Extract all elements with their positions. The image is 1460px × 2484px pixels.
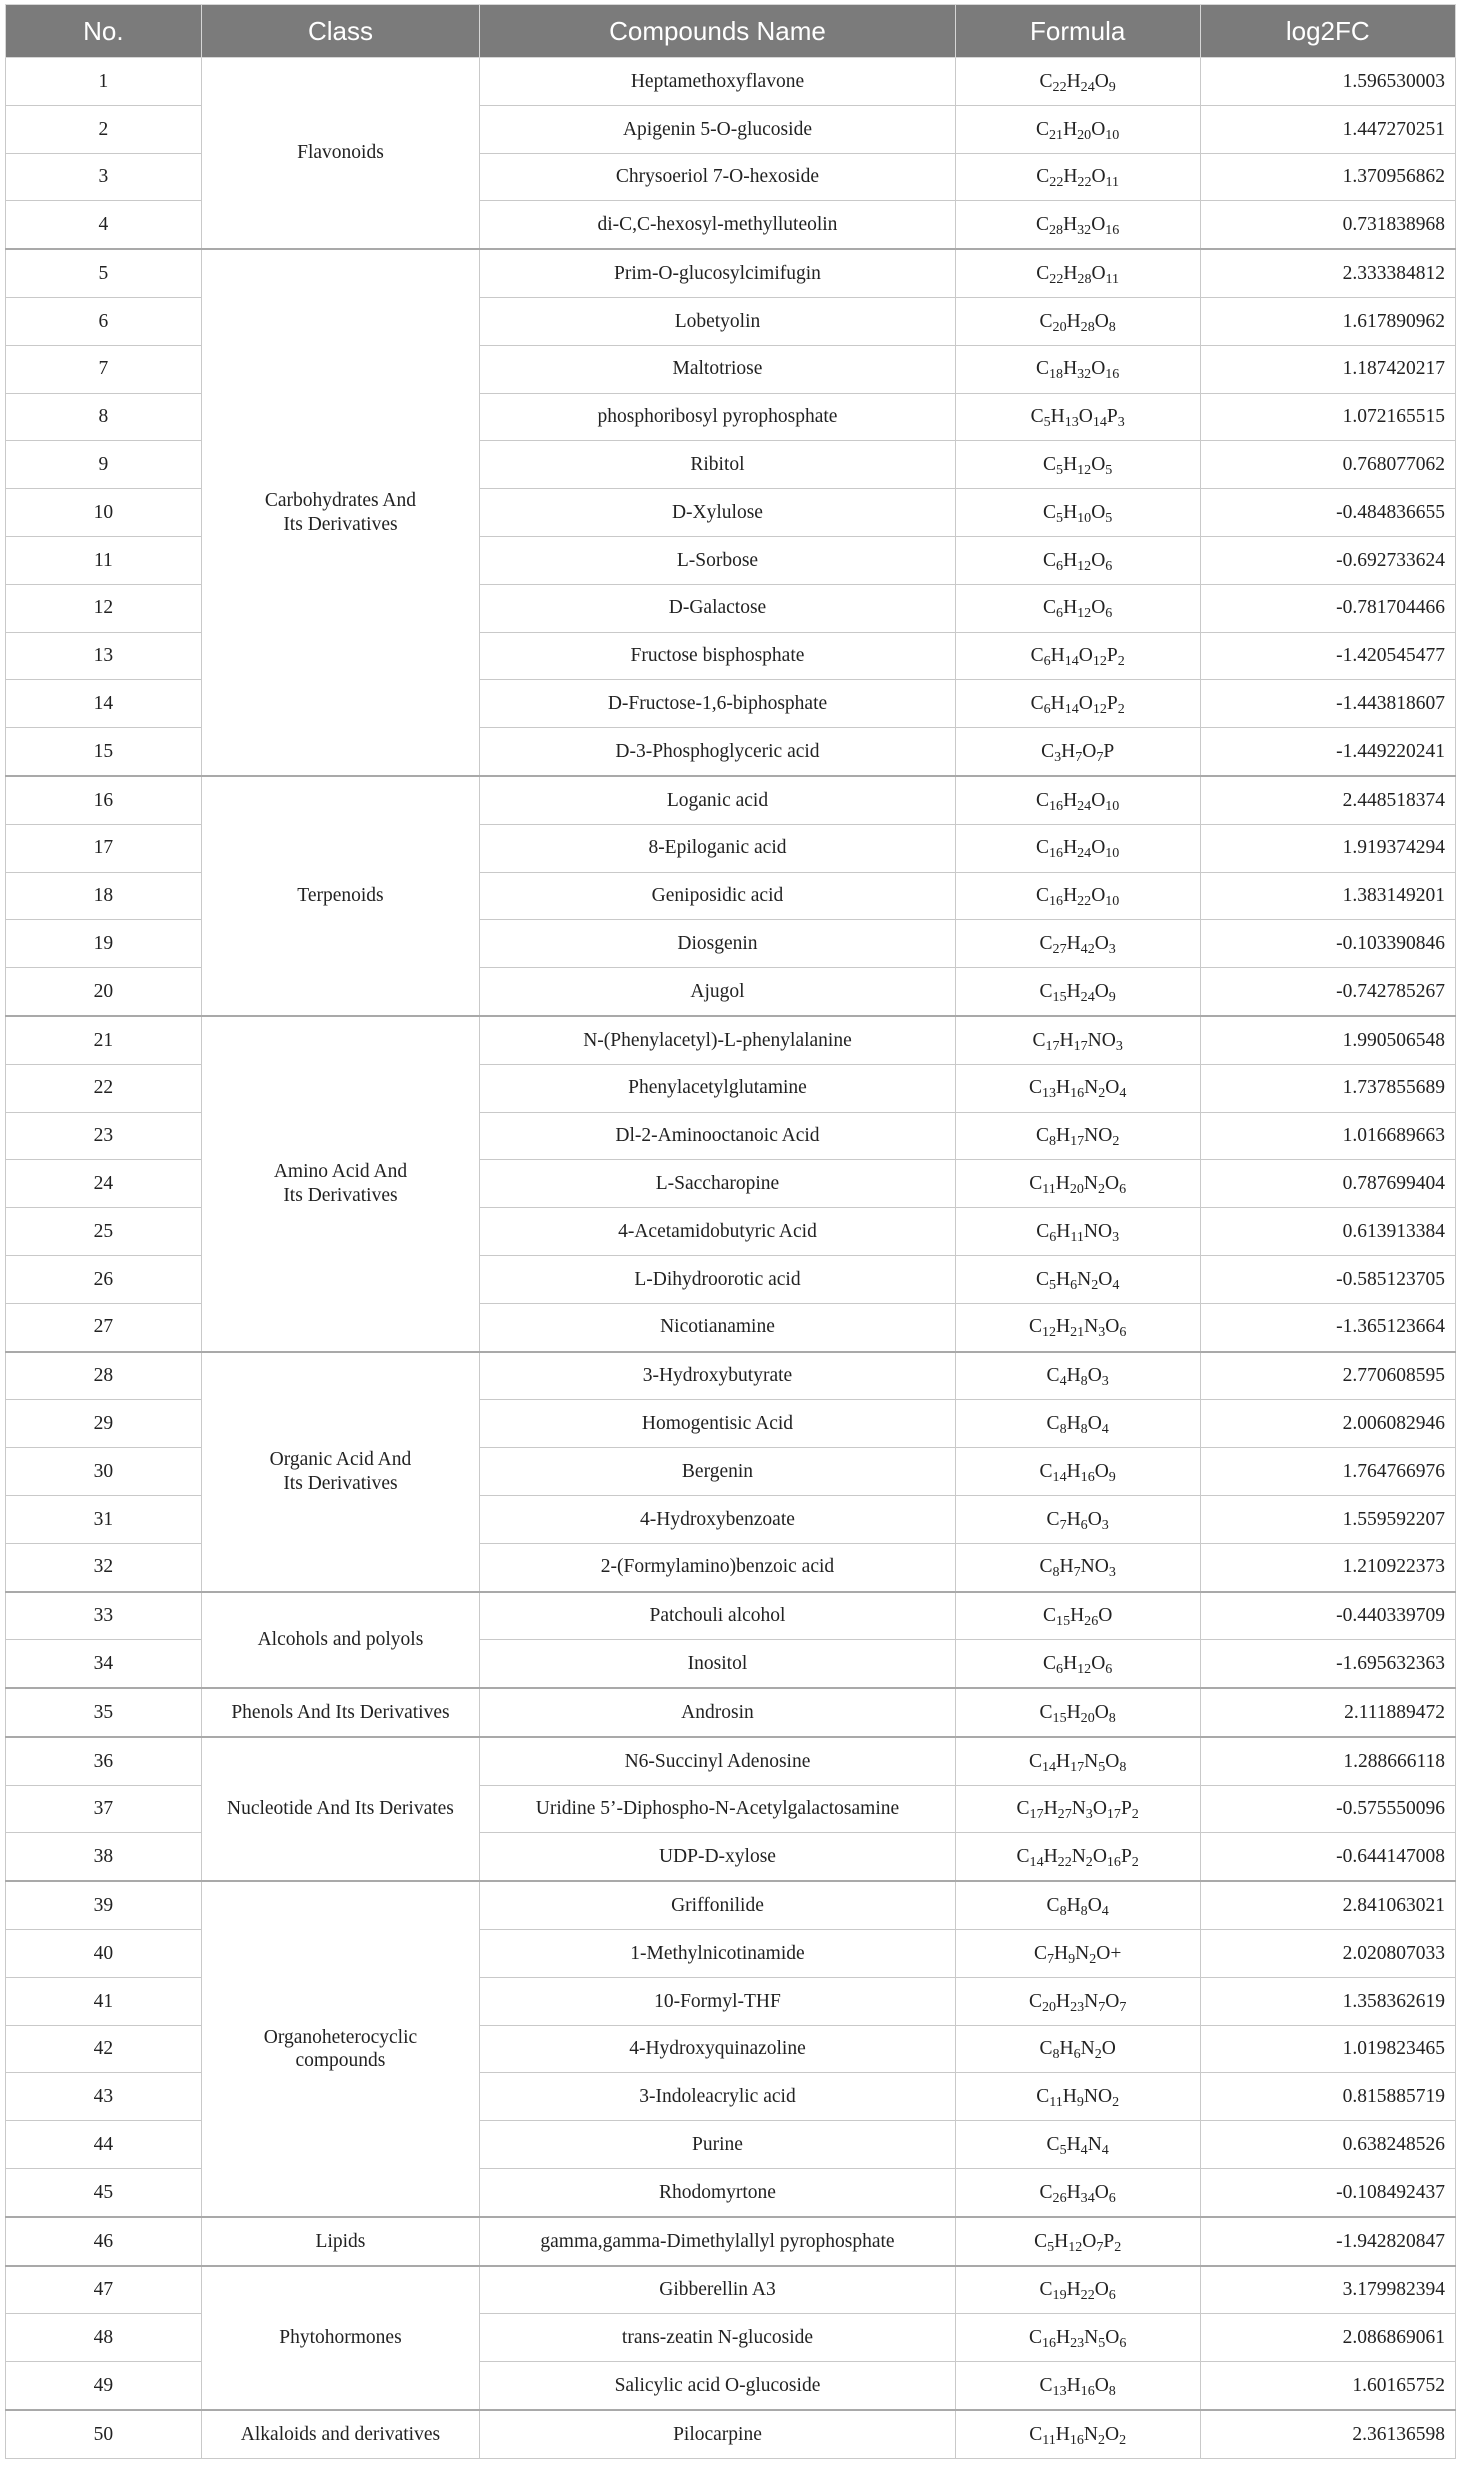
compounds-table (5, 4, 1456, 2459)
cell-no: 49 (6, 2362, 202, 2410)
cell-class: Organoheterocyclic compounds (201, 1881, 479, 2217)
cell-compound-name: 10-Formyl-THF (480, 1977, 956, 2025)
cell-no: 37 (6, 1785, 202, 1833)
cell-no: 39 (6, 1881, 202, 1929)
cell-log2fc: 1.019823465 (1200, 2025, 1455, 2073)
cell-log2fc: 0.768077062 (1200, 441, 1455, 489)
cell-no: 50 (6, 2410, 202, 2458)
cell-compound-name: Gibberellin A3 (480, 2266, 956, 2314)
table-row (6, 1881, 1456, 1929)
cell-log2fc: -0.781704466 (1200, 584, 1455, 632)
cell-no: 30 (6, 1448, 202, 1496)
header-compound-name: Compounds Name (480, 5, 956, 58)
cell-no: 10 (6, 489, 202, 537)
cell-formula: $C_{20}H_{28}O_8$ (955, 297, 1200, 345)
cell-log2fc: -1.449220241 (1200, 728, 1455, 776)
cell-no: 9 (6, 441, 202, 489)
cell-log2fc: -0.742785267 (1200, 968, 1455, 1016)
cell-log2fc: -0.108492437 (1200, 2169, 1455, 2217)
cell-log2fc: 2.020807033 (1200, 1930, 1455, 1978)
cell-formula: $C_{15}H_{26}O$ (955, 1592, 1200, 1640)
cell-log2fc: 1.559592207 (1200, 1495, 1455, 1543)
cell-compound-name: Pilocarpine (480, 2410, 956, 2458)
cell-formula: $C_5H_{12}O_5$ (955, 441, 1200, 489)
cell-compound-name: 4-Hydroxybenzoate (480, 1495, 956, 1543)
cell-compound-name: Dl-2-Aminooctanoic Acid (480, 1112, 956, 1160)
cell-log2fc: -1.420545477 (1200, 632, 1455, 680)
cell-no: 23 (6, 1112, 202, 1160)
cell-formula: $C_7H_9N_2O+$ (955, 1930, 1200, 1978)
cell-log2fc: 0.815885719 (1200, 2073, 1455, 2121)
cell-no: 43 (6, 2073, 202, 2121)
cell-compound-name: Loganic acid (480, 776, 956, 824)
cell-formula: $C_{13}H_{16}N_2O_4$ (955, 1064, 1200, 1112)
cell-no: 12 (6, 584, 202, 632)
cell-log2fc: 1.919374294 (1200, 824, 1455, 872)
cell-log2fc: 1.358362619 (1200, 1977, 1455, 2025)
cell-formula: $C_{17}H_{17}NO_3$ (955, 1016, 1200, 1064)
cell-log2fc: 1.596530003 (1200, 58, 1455, 106)
cell-compound-name: Phenylacetylglutamine (480, 1064, 956, 1112)
cell-no: 20 (6, 968, 202, 1016)
cell-no: 26 (6, 1255, 202, 1303)
cell-log2fc: -1.942820847 (1200, 2217, 1455, 2266)
cell-no: 45 (6, 2169, 202, 2217)
table-row (6, 2266, 1456, 2314)
cell-compound-name: Rhodomyrtone (480, 2169, 956, 2217)
cell-formula: $C_7H_6O_3$ (955, 1495, 1200, 1543)
cell-formula: $C_{22}H_{24}O_9$ (955, 58, 1200, 106)
cell-log2fc: 3.179982394 (1200, 2266, 1455, 2314)
cell-compound-name: D-3-Phosphoglyceric acid (480, 728, 956, 776)
cell-class: Terpenoids (201, 776, 479, 1016)
cell-no: 47 (6, 2266, 202, 2314)
cell-compound-name: Nicotianamine (480, 1303, 956, 1351)
cell-no: 14 (6, 680, 202, 728)
cell-formula: $C_{12}H_{21}N_3O_6$ (955, 1303, 1200, 1351)
cell-formula: $C_6H_{12}O_6$ (955, 584, 1200, 632)
table-header-row (6, 5, 1456, 58)
cell-compound-name: L-Dihydroorotic acid (480, 1255, 956, 1303)
cell-compound-name: di-C,C-hexosyl-methylluteolin (480, 201, 956, 249)
cell-no: 16 (6, 776, 202, 824)
cell-formula: $C_5H_{10}O_5$ (955, 489, 1200, 537)
cell-formula: $C_{22}H_{28}O_{11}$ (955, 249, 1200, 297)
cell-log2fc: 1.016689663 (1200, 1112, 1455, 1160)
cell-compound-name: Apigenin 5-O-glucoside (480, 105, 956, 153)
cell-log2fc: 2.448518374 (1200, 776, 1455, 824)
cell-formula: $C_{26}H_{34}O_6$ (955, 2169, 1200, 2217)
cell-log2fc: 1.210922373 (1200, 1543, 1455, 1591)
cell-compound-name: Fructose bisphosphate (480, 632, 956, 680)
cell-no: 40 (6, 1930, 202, 1978)
cell-compound-name: gamma,gamma-Dimethylallyl pyrophosphate (480, 2217, 956, 2266)
cell-compound-name: Lobetyolin (480, 297, 956, 345)
header-log2fc: log2FC (1200, 5, 1455, 58)
cell-log2fc: -0.575550096 (1200, 1785, 1455, 1833)
cell-class: Phenols And Its Derivatives (201, 1688, 479, 1737)
cell-log2fc: 2.770608595 (1200, 1352, 1455, 1400)
cell-no: 19 (6, 920, 202, 968)
table-row (6, 2410, 1456, 2458)
cell-log2fc: 2.086869061 (1200, 2314, 1455, 2362)
cell-compound-name: Homogentisic Acid (480, 1400, 956, 1448)
cell-compound-name: Heptamethoxyflavone (480, 58, 956, 106)
cell-formula: $C_6H_{11}NO_3$ (955, 1208, 1200, 1256)
cell-log2fc: 1.60165752 (1200, 2362, 1455, 2410)
header-class: Class (201, 5, 479, 58)
cell-log2fc: -0.644147008 (1200, 1833, 1455, 1881)
cell-compound-name: Ajugol (480, 968, 956, 1016)
cell-formula: $C_8H_8O_4$ (955, 1400, 1200, 1448)
cell-formula: $C_4H_8O_3$ (955, 1352, 1200, 1400)
cell-no: 11 (6, 536, 202, 584)
cell-compound-name: UDP-D-xylose (480, 1833, 956, 1881)
cell-formula: $C_{21}H_{20}O_{10}$ (955, 105, 1200, 153)
cell-formula: $C_{15}H_{24}O_9$ (955, 968, 1200, 1016)
cell-log2fc: -1.443818607 (1200, 680, 1455, 728)
cell-compound-name: Uridine 5’-Diphospho-N-Acetylgalactosamine (480, 1785, 956, 1833)
cell-compound-name: 2-(Formylamino)benzoic acid (480, 1543, 956, 1591)
cell-no: 33 (6, 1592, 202, 1640)
cell-formula: $C_{16}H_{23}N_5O_6$ (955, 2314, 1200, 2362)
cell-compound-name: Ribitol (480, 441, 956, 489)
table-row (6, 58, 1456, 106)
cell-log2fc: 1.990506548 (1200, 1016, 1455, 1064)
cell-formula: $C_{11}H_{16}N_2O_2$ (955, 2410, 1200, 2458)
cell-formula: $C_{17}H_{27}N_3O_{17}P_2$ (955, 1785, 1200, 1833)
cell-no: 7 (6, 345, 202, 393)
cell-formula: $C_6H_{14}O_{12}P_2$ (955, 680, 1200, 728)
cell-log2fc: -1.365123664 (1200, 1303, 1455, 1351)
cell-log2fc: 1.370956862 (1200, 153, 1455, 201)
cell-formula: $C_{15}H_{20}O_8$ (955, 1688, 1200, 1737)
cell-no: 34 (6, 1640, 202, 1688)
cell-formula: $C_{11}H_{20}N_2O_6$ (955, 1160, 1200, 1208)
table-row (6, 1737, 1456, 1785)
table-row (6, 1352, 1456, 1400)
cell-log2fc: 1.764766976 (1200, 1448, 1455, 1496)
cell-compound-name: 3-Indoleacrylic acid (480, 2073, 956, 2121)
table-row (6, 249, 1456, 297)
cell-compound-name: phosphoribosyl pyrophosphate (480, 393, 956, 441)
cell-log2fc: 2.111889472 (1200, 1688, 1455, 1737)
cell-no: 44 (6, 2121, 202, 2169)
cell-formula: $C_8H_6N_2O$ (955, 2025, 1200, 2073)
cell-formula: $C_{11}H_9NO_2$ (955, 2073, 1200, 2121)
cell-no: 46 (6, 2217, 202, 2266)
cell-formula: $C_{27}H_{42}O_3$ (955, 920, 1200, 968)
cell-log2fc: 1.383149201 (1200, 872, 1455, 920)
cell-formula: $C_{13}H_{16}O_8$ (955, 2362, 1200, 2410)
cell-formula: $C_{14}H_{22}N_2O_{16}P_2$ (955, 1833, 1200, 1881)
cell-formula: $C_3H_7O_7P$ (955, 728, 1200, 776)
cell-log2fc: 1.617890962 (1200, 297, 1455, 345)
cell-compound-name: 1-Methylnicotinamide (480, 1930, 956, 1978)
cell-log2fc: 1.072165515 (1200, 393, 1455, 441)
table-row (6, 1016, 1456, 1064)
cell-compound-name: 4-Hydroxyquinazoline (480, 2025, 956, 2073)
cell-no: 1 (6, 58, 202, 106)
cell-no: 38 (6, 1833, 202, 1881)
cell-formula: $C_{22}H_{22}O_{11}$ (955, 153, 1200, 201)
cell-no: 29 (6, 1400, 202, 1448)
cell-formula: $C_6H_{12}O_6$ (955, 536, 1200, 584)
cell-compound-name: Patchouli alcohol (480, 1592, 956, 1640)
cell-compound-name: N6-Succinyl Adenosine (480, 1737, 956, 1785)
cell-compound-name: 4-Acetamidobutyric Acid (480, 1208, 956, 1256)
table-row (6, 1688, 1456, 1737)
cell-log2fc: -0.103390846 (1200, 920, 1455, 968)
cell-compound-name: Griffonilide (480, 1881, 956, 1929)
cell-log2fc: 0.787699404 (1200, 1160, 1455, 1208)
cell-formula: $C_{14}H_{17}N_5O_8$ (955, 1737, 1200, 1785)
cell-no: 25 (6, 1208, 202, 1256)
cell-no: 42 (6, 2025, 202, 2073)
cell-class: Flavonoids (201, 58, 479, 250)
cell-no: 35 (6, 1688, 202, 1737)
cell-log2fc: 0.638248526 (1200, 2121, 1455, 2169)
cell-formula: $C_8H_8O_4$ (955, 1881, 1200, 1929)
cell-formula: $C_5H_6N_2O_4$ (955, 1255, 1200, 1303)
header-formula: Formula (955, 5, 1200, 58)
cell-log2fc: 0.613913384 (1200, 1208, 1455, 1256)
table-body (6, 58, 1456, 2459)
cell-log2fc: 1.288666118 (1200, 1737, 1455, 1785)
cell-no: 31 (6, 1495, 202, 1543)
cell-compound-name: Salicylic acid O-glucoside (480, 2362, 956, 2410)
cell-no: 27 (6, 1303, 202, 1351)
cell-compound-name: D-Fructose-1,6-biphosphate (480, 680, 956, 728)
cell-class: Carbohydrates And Its Derivatives (201, 249, 479, 776)
cell-formula: $C_6H_{14}O_{12}P_2$ (955, 632, 1200, 680)
cell-log2fc: 1.447270251 (1200, 105, 1455, 153)
table-row (6, 1592, 1456, 1640)
cell-compound-name: 3-Hydroxybutyrate (480, 1352, 956, 1400)
cell-log2fc: 1.737855689 (1200, 1064, 1455, 1112)
cell-formula: $C_5H_{13}O_{14}P_3$ (955, 393, 1200, 441)
cell-formula: $C_{20}H_{23}N_7O_7$ (955, 1977, 1200, 2025)
cell-compound-name: Prim-O-glucosylcimifugin (480, 249, 956, 297)
cell-class: Organic Acid And Its Derivatives (201, 1352, 479, 1592)
cell-no: 8 (6, 393, 202, 441)
cell-formula: $C_{19}H_{22}O_6$ (955, 2266, 1200, 2314)
cell-formula: $C_{16}H_{22}O_{10}$ (955, 872, 1200, 920)
cell-no: 48 (6, 2314, 202, 2362)
cell-formula: $C_{14}H_{16}O_9$ (955, 1448, 1200, 1496)
cell-no: 6 (6, 297, 202, 345)
cell-formula: $C_{16}H_{24}O_{10}$ (955, 776, 1200, 824)
cell-class: Nucleotide And Its Derivates (201, 1737, 479, 1881)
cell-no: 3 (6, 153, 202, 201)
cell-no: 41 (6, 1977, 202, 2025)
cell-log2fc: 0.731838968 (1200, 201, 1455, 249)
cell-compound-name: Inositol (480, 1640, 956, 1688)
cell-class: Alcohols and polyols (201, 1592, 479, 1689)
cell-no: 32 (6, 1543, 202, 1591)
cell-compound-name: Chrysoeriol 7-O-hexoside (480, 153, 956, 201)
cell-class: Phytohormones (201, 2266, 479, 2410)
cell-log2fc: -0.440339709 (1200, 1592, 1455, 1640)
cell-class: Amino Acid And Its Derivatives (201, 1016, 479, 1352)
cell-no: 18 (6, 872, 202, 920)
cell-formula: $C_5H_4N_4$ (955, 2121, 1200, 2169)
cell-compound-name: D-Xylulose (480, 489, 956, 537)
cell-compound-name: Maltotriose (480, 345, 956, 393)
cell-no: 4 (6, 201, 202, 249)
header-no: No. (6, 5, 202, 58)
cell-compound-name: D-Galactose (480, 584, 956, 632)
cell-log2fc: 2.006082946 (1200, 1400, 1455, 1448)
cell-log2fc: -0.484836655 (1200, 489, 1455, 537)
cell-log2fc: 2.333384812 (1200, 249, 1455, 297)
cell-log2fc: -0.692733624 (1200, 536, 1455, 584)
cell-no: 2 (6, 105, 202, 153)
cell-no: 36 (6, 1737, 202, 1785)
table-row (6, 776, 1456, 824)
cell-class: Alkaloids and derivatives (201, 2410, 479, 2458)
cell-formula: $C_{18}H_{32}O_{16}$ (955, 345, 1200, 393)
cell-formula: $C_6H_{12}O_6$ (955, 1640, 1200, 1688)
cell-log2fc: 2.841063021 (1200, 1881, 1455, 1929)
cell-compound-name: Androsin (480, 1688, 956, 1737)
cell-formula: $C_8H_7NO_3$ (955, 1543, 1200, 1591)
cell-compound-name: Purine (480, 2121, 956, 2169)
cell-no: 28 (6, 1352, 202, 1400)
cell-no: 21 (6, 1016, 202, 1064)
cell-formula: $C_5H_{12}O_7P_2$ (955, 2217, 1200, 2266)
table-row (6, 2217, 1456, 2266)
cell-no: 5 (6, 249, 202, 297)
cell-no: 15 (6, 728, 202, 776)
cell-log2fc: -0.585123705 (1200, 1255, 1455, 1303)
cell-compound-name: Bergenin (480, 1448, 956, 1496)
cell-log2fc: -1.695632363 (1200, 1640, 1455, 1688)
cell-compound-name: Diosgenin (480, 920, 956, 968)
cell-no: 24 (6, 1160, 202, 1208)
cell-compound-name: L-Saccharopine (480, 1160, 956, 1208)
cell-no: 13 (6, 632, 202, 680)
cell-no: 17 (6, 824, 202, 872)
cell-compound-name: 8-Epiloganic acid (480, 824, 956, 872)
cell-formula: $C_8H_{17}NO_2$ (955, 1112, 1200, 1160)
cell-compound-name: N-(Phenylacetyl)-L-phenylalanine (480, 1016, 956, 1064)
cell-formula: $C_{28}H_{32}O_{16}$ (955, 201, 1200, 249)
cell-compound-name: trans-zeatin N-glucoside (480, 2314, 956, 2362)
cell-no: 22 (6, 1064, 202, 1112)
cell-log2fc: 1.187420217 (1200, 345, 1455, 393)
cell-compound-name: L-Sorbose (480, 536, 956, 584)
cell-formula: $C_{16}H_{24}O_{10}$ (955, 824, 1200, 872)
cell-log2fc: 2.36136598 (1200, 2410, 1455, 2458)
cell-compound-name: Geniposidic acid (480, 872, 956, 920)
cell-class: Lipids (201, 2217, 479, 2266)
